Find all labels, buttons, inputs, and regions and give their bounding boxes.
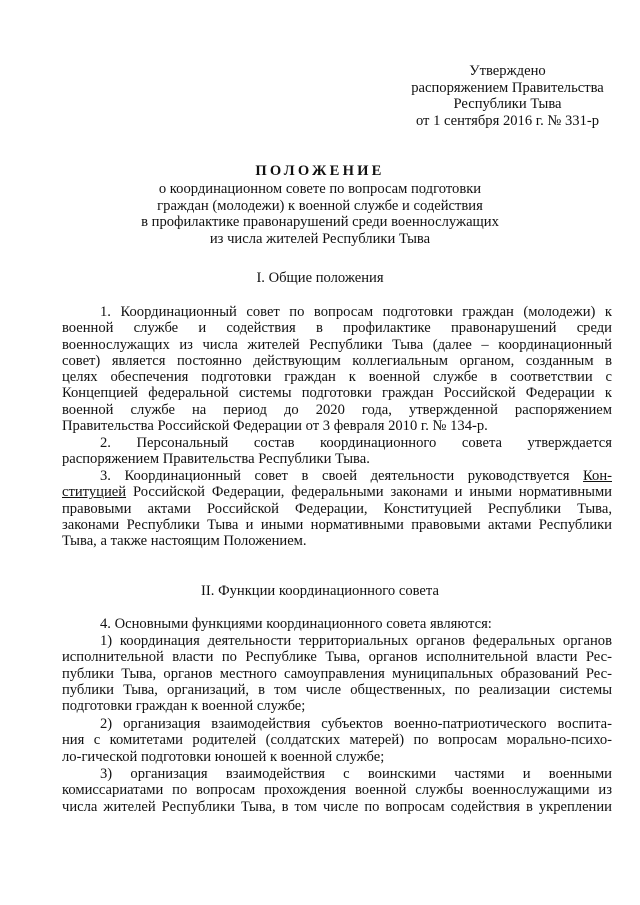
approval-line: от 1 сентября 2016 г. № 331-р xyxy=(415,112,600,129)
approval-line: Утверждено xyxy=(469,63,546,79)
text-line: 2. Персональный состав координационного совета утверждается xyxy=(100,435,612,451)
text-line: 1. Координационный совет по вопросам подготовки граждан (молодежи) к xyxy=(100,304,612,320)
text-line: военной службе и содействия в профилактике правонарушений среди xyxy=(62,320,612,337)
subtitle-line: из числа жителей Республики Тыва xyxy=(209,230,431,247)
text-line: исполнительной власти по Республике Тыва, органов исполнительной власти Рес- xyxy=(62,649,612,666)
subtitle-line: о координационном совете по вопросам подготовки xyxy=(158,181,482,197)
text-line: 1) координация деятельности территориальных органов федеральных органов xyxy=(100,633,612,649)
text-line: 4. Основными функциями координационного совета являются: xyxy=(100,616,492,632)
text-line: публики Тыва, органов местного самоуправления муниципальных образований Рес- xyxy=(62,665,612,682)
paragraph-3 xyxy=(62,468,612,549)
text-line: распоряжением Правительства Республики Тыва. xyxy=(62,451,370,468)
document-title: ПОЛОЖЕНИЕ xyxy=(255,163,385,179)
text-line: военнослужащих из числа жителей Республики Тыва (далее – координационный xyxy=(62,336,612,353)
paragraph-1 xyxy=(62,304,612,434)
text-line: ло-гической подготовки юношей к военной службе; xyxy=(62,748,385,765)
text-line: ния с комитетами родителей (солдатских матерей) по вопросам морально-психо- xyxy=(62,732,612,749)
text-line: Концепцией федеральной системы подготовки граждан Российской Федерации к xyxy=(62,385,612,402)
text-line: правовыми актами Российской Федерации, Конституцией Республики Тыва, xyxy=(62,500,612,517)
text-span: 3. Координационный совет в своей деятельности руководствуется xyxy=(100,468,584,484)
text-line: публики Тыва, организаций, в том числе общественных, по реализации системы xyxy=(62,681,612,698)
text-line: числа жителей Республики Тыва, в том числе по вопросам содействия в укреплении xyxy=(62,798,612,815)
text-line: Правительства Российской Федерации от 3 февраля 2010 г. № 134-р. xyxy=(62,418,488,435)
approval-line: распоряжением Правительства xyxy=(411,79,604,96)
paragraph-2 xyxy=(62,435,612,468)
text-line: законами Республики Тыва и иными нормативными правовыми актами Республики xyxy=(62,516,612,533)
text-line: 2) организация взаимодействия субъектов военно-патриотического воспита- xyxy=(100,716,612,732)
text-span: Российской Федерации, федеральными законами и иными нормативными xyxy=(126,484,612,501)
list-item-3 xyxy=(62,766,612,815)
approval-line: Республики Тыва xyxy=(453,96,562,112)
list-item-1 xyxy=(62,633,612,714)
paragraph-4 xyxy=(62,616,612,632)
text-line: комиссариатами по вопросам прохождения военной службы военнослужащими из xyxy=(62,782,612,799)
constitution-link[interactable]: ституцией xyxy=(62,484,127,501)
text-line: совет) является постоянно действующим коллегиальным органом, созданным в xyxy=(62,352,612,369)
text-line: Тыва, а также настоящим Положением. xyxy=(62,533,307,550)
document-subtitle xyxy=(0,181,640,247)
list-item-2 xyxy=(62,716,612,765)
subtitle-line: граждан (молодежи) к военной службе и содействия xyxy=(157,197,483,214)
section-heading: I. Общие положения xyxy=(256,270,384,286)
approval-block xyxy=(405,63,610,129)
text-line: 3) организация взаимодействия с воинскими частями и военными xyxy=(100,766,612,782)
subtitle-line: в профилактике правонарушений среди военнослужащих xyxy=(141,214,499,231)
text-line: целях обеспечения подготовки граждан к военной службе в соответствии с xyxy=(62,369,612,386)
text-line xyxy=(62,468,612,484)
constitution-link[interactable]: Кон- xyxy=(583,468,612,484)
text-line: военной службе на период до 2020 года, утвержденной распоряжением xyxy=(62,401,612,418)
text-line xyxy=(62,484,612,500)
text-line: подготовки граждан к военной службе; xyxy=(62,698,306,715)
section-heading: II. Функции координационного совета xyxy=(201,583,439,599)
